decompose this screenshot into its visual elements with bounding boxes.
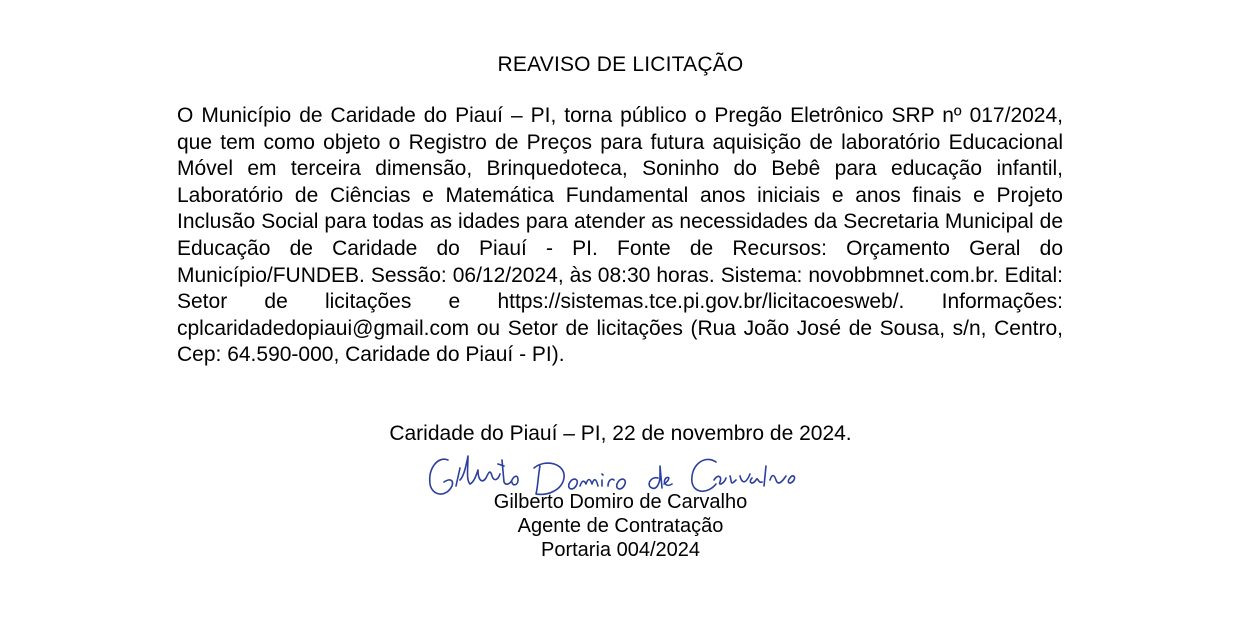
notice-title: REAVISO DE LICITAÇÃO — [497, 53, 744, 76]
notice-body: O Município de Caridade do Piauí – PI, torna público o Pregão Eletrônico SRP nº 017/2024, que tem como objeto o Registro de Preços para futura aquisição de laboratório Educacional Móvel em terceira dimensão, Brinquedoteca, Soninho do Bebê para educação infantil, Laboratório de Ciências e Matemática Fundamental anos iniciais e anos finais e Projeto Inclusão Social para todas as idades para atender as necessidades da Secretaria Municipal de Educação de Caridade do Piauí - PI. Fonte de Recursos: Orçamento Geral do Município/FUNDEB. Sessão: 06/12/2024, às 08:30 horas. Sistema: novobbmnet.com.br. Edital: Setor de licitações e https://sistemas.tce.pi.gov.br/licitacoesweb/. Informações: cplcaridadedopiaui@gmail.com ou Setor de licitações (Rua João José de Sousa, s/n, Centro, Cep: 64.590-000, Caridade do Piauí - PI). — [177, 104, 1063, 367]
signer-role: Agente de Contratação — [517, 515, 724, 537]
signer-ordinance: Portaria 004/2024 — [540, 539, 700, 558]
signer-name: Gilberto Domiro de Carvalho — [493, 491, 748, 513]
signature-block — [0, 490, 1241, 558]
place-date: Caridade do Piauí – PI, 22 de novembro de 2024. — [389, 422, 852, 445]
